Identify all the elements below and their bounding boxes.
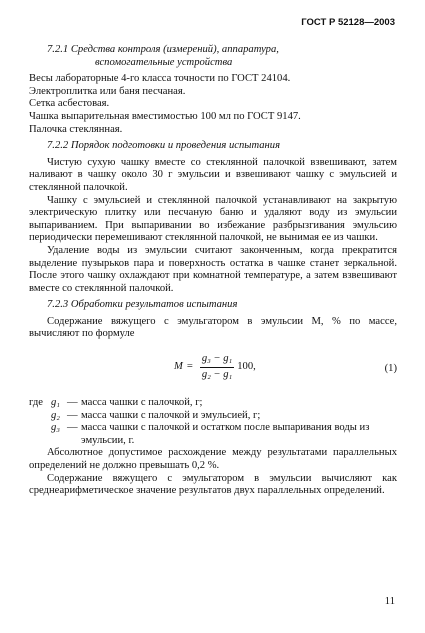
section-title-line: вспомогательные устройства: [95, 56, 233, 68]
formula-denominator: g₂ − g₁: [201, 368, 233, 380]
paragraph: Чистую сухую чашку вместе со стеклянной палочкой взвешивают, затем наливают в чашку около 30 г эмульсии и взвешивают чашку с эмульсией и стеклянной палочкой.: [29, 156, 397, 193]
definition-dash: —: [67, 409, 78, 421]
paragraph: Содержание вяжущего с эмульгатором в эмульсии M, % по массе, вычисляют по формуле: [29, 315, 397, 340]
formula-body: [174, 353, 256, 381]
variable-definition: масса чашки с палочкой и остатком после выпаривания воды из эмульсии, г.: [81, 422, 370, 446]
paragraph: Абсолютное допустимое расхождение между результатами параллельных определений не должно превышать 0,2 %.: [29, 447, 397, 472]
variable-symbol: g₃: [51, 422, 60, 434]
standard-code-header: ГОСТ Р 52128—2003: [301, 17, 395, 28]
formula-equals: =: [186, 360, 193, 372]
variable-symbol: g₁: [51, 397, 60, 409]
definition-dash: —: [67, 397, 78, 409]
formula-number: (1): [384, 363, 397, 375]
where-label: где: [29, 397, 43, 409]
variable-symbol: g₂: [51, 409, 60, 421]
equipment-item: Весы лабораторные 4-го класса точности по ГОСТ 24104.: [29, 73, 291, 85]
equipment-item: Электроплитка или баня песчаная.: [29, 85, 186, 97]
equipment-item: Сетка асбестовая.: [29, 98, 110, 110]
section-7-2-3-title: 7.2.3 Обработки результатов испытания: [47, 299, 238, 311]
section-title-line: 7.2.1 Средства контроля (измерений), аппаратура,: [47, 44, 279, 55]
equipment-item: Чашка выпарительная вместимостью 100 мл по ГОСТ 9147.: [29, 110, 301, 122]
formula-lhs: M: [174, 360, 183, 372]
formula-1: [29, 351, 397, 391]
paragraph: Содержание вяжущего с эмульгатором в эмульсии вычисляют как среднеарифметическое значение результатов двух параллельных определений.: [29, 472, 397, 497]
variable-definitions: [29, 397, 397, 447]
paragraph: Чашку с эмульсией и стеклянной палочкой устанавливают на закрытую электрическую плитку или песчаную баню и удаляют воду из эмульсии выпариванием. При выпаривании во избежание разбрызгивания эмульсию периодически перемешивают стеклянной палочкой, не вынимая ее из чашки.: [29, 194, 397, 244]
variable-definition: масса чашки с палочкой, г;: [81, 397, 203, 409]
page-number: 11: [384, 596, 395, 607]
formula-tail: 100,: [237, 360, 256, 372]
page-content: [29, 44, 397, 498]
definition-dash: —: [67, 422, 78, 434]
paragraph: Удаление воды из эмульсии считают законченным, когда прекратится выделение пузырьков пара и поверхность остатка в чашке станет зеркальной. После этого чашку охлаждают при комнатной температуре, а затем взвешивают вместе со стеклянной палочкой.: [29, 244, 397, 294]
formula-fraction: [200, 353, 234, 381]
section-7-2-1-title: [47, 44, 397, 69]
variable-definition: масса чашки с палочкой и эмульсией, г;: [81, 409, 261, 421]
equipment-item: Палочка стеклянная.: [29, 123, 123, 135]
formula-numerator: g₃ − g₁: [200, 353, 234, 368]
section-7-2-2-title: 7.2.2 Порядок подготовки и проведения испытания: [47, 140, 281, 152]
